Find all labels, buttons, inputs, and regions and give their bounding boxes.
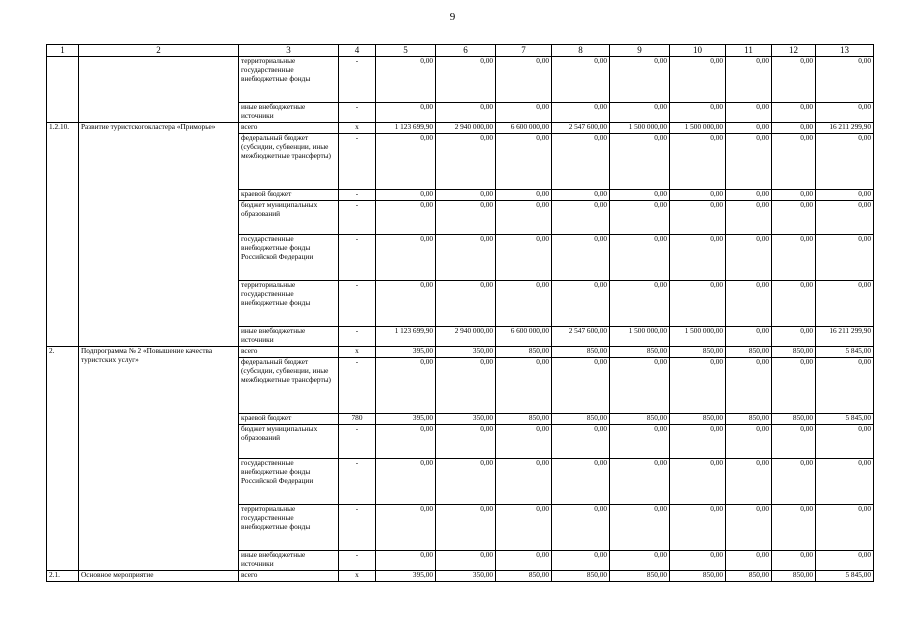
amount-cell: 395,00 bbox=[376, 414, 436, 425]
amount-cell: 0,00 bbox=[376, 505, 436, 551]
amount-cell: 850,00 bbox=[670, 347, 726, 358]
item-code bbox=[47, 57, 79, 123]
kbk-code: - bbox=[339, 134, 376, 190]
amount-cell: 850,00 bbox=[772, 571, 816, 582]
funding-source: государственные внебюджетные фонды Российской Федерации bbox=[239, 235, 339, 281]
amount-cell: 0,00 bbox=[496, 201, 552, 235]
kbk-code: - bbox=[339, 425, 376, 459]
amount-cell: 0,00 bbox=[772, 358, 816, 414]
amount-cell: 0,00 bbox=[436, 505, 496, 551]
amount-cell: 0,00 bbox=[436, 459, 496, 505]
amount-cell: 0,00 bbox=[726, 425, 772, 459]
amount-cell: 0,00 bbox=[552, 235, 610, 281]
amount-cell: 0,00 bbox=[816, 201, 874, 235]
amount-cell: 0,00 bbox=[670, 201, 726, 235]
amount-cell: 0,00 bbox=[552, 190, 610, 201]
amount-cell: 850,00 bbox=[670, 414, 726, 425]
amount-cell: 0,00 bbox=[816, 190, 874, 201]
funding-source: краевой бюджет bbox=[239, 414, 339, 425]
amount-cell: 0,00 bbox=[496, 235, 552, 281]
amount-cell: 0,00 bbox=[496, 358, 552, 414]
table-row bbox=[47, 123, 874, 134]
amount-cell: 0,00 bbox=[772, 134, 816, 190]
amount-cell: 1 500 000,00 bbox=[670, 123, 726, 134]
amount-cell: 850,00 bbox=[610, 347, 670, 358]
kbk-code: - bbox=[339, 358, 376, 414]
amount-cell: 0,00 bbox=[496, 459, 552, 505]
kbk-code: x bbox=[339, 123, 376, 134]
amount-cell: 0,00 bbox=[436, 281, 496, 327]
amount-cell: 850,00 bbox=[772, 414, 816, 425]
amount-cell: 0,00 bbox=[376, 551, 436, 571]
amount-cell: 0,00 bbox=[376, 459, 436, 505]
amount-cell: 0,00 bbox=[436, 235, 496, 281]
funding-source: всего bbox=[239, 347, 339, 358]
amount-cell: 0,00 bbox=[436, 134, 496, 190]
kbk-code: x bbox=[339, 571, 376, 582]
amount-cell: 850,00 bbox=[670, 571, 726, 582]
table-row bbox=[47, 57, 874, 103]
amount-cell: 6 600 000,00 bbox=[496, 123, 552, 134]
kbk-code: - bbox=[339, 103, 376, 123]
amount-cell: 0,00 bbox=[670, 505, 726, 551]
amount-cell: 6 600 000,00 bbox=[496, 327, 552, 347]
amount-cell: 0,00 bbox=[552, 103, 610, 123]
kbk-code: - bbox=[339, 201, 376, 235]
amount-cell: 0,00 bbox=[552, 134, 610, 190]
amount-cell: 0,00 bbox=[496, 551, 552, 571]
amount-cell: 0,00 bbox=[772, 201, 816, 235]
item-code: 2.1. bbox=[47, 571, 79, 582]
amount-cell: 0,00 bbox=[610, 235, 670, 281]
amount-cell: 350,00 bbox=[436, 414, 496, 425]
amount-cell: 0,00 bbox=[610, 358, 670, 414]
funding-source: всего bbox=[239, 571, 339, 582]
amount-cell: 0,00 bbox=[376, 103, 436, 123]
amount-cell: 0,00 bbox=[670, 358, 726, 414]
amount-cell: 16 211 299,90 bbox=[816, 123, 874, 134]
item-code: 2. bbox=[47, 347, 79, 571]
kbk-code: - bbox=[339, 505, 376, 551]
amount-cell: 0,00 bbox=[496, 134, 552, 190]
amount-cell: 0,00 bbox=[726, 103, 772, 123]
amount-cell: 0,00 bbox=[552, 57, 610, 103]
header-cell: 10 bbox=[670, 45, 726, 57]
amount-cell: 0,00 bbox=[816, 505, 874, 551]
amount-cell: 0,00 bbox=[816, 459, 874, 505]
amount-cell: 0,00 bbox=[552, 201, 610, 235]
amount-cell: 1 500 000,00 bbox=[670, 327, 726, 347]
amount-cell: 850,00 bbox=[772, 347, 816, 358]
amount-cell: 850,00 bbox=[610, 414, 670, 425]
item-name: Развитие туристскогокластера «Приморье» bbox=[79, 123, 239, 347]
amount-cell: 0,00 bbox=[670, 103, 726, 123]
kbk-code: x bbox=[339, 347, 376, 358]
amount-cell: 0,00 bbox=[436, 190, 496, 201]
amount-cell: 850,00 bbox=[552, 414, 610, 425]
amount-cell: 0,00 bbox=[610, 281, 670, 327]
header-cell: 1 bbox=[47, 45, 79, 57]
amount-cell: 0,00 bbox=[726, 327, 772, 347]
amount-cell: 0,00 bbox=[816, 103, 874, 123]
amount-cell: 0,00 bbox=[816, 551, 874, 571]
table-row bbox=[47, 571, 874, 582]
amount-cell: 850,00 bbox=[496, 414, 552, 425]
amount-cell: 850,00 bbox=[496, 571, 552, 582]
kbk-code: - bbox=[339, 190, 376, 201]
amount-cell: 0,00 bbox=[376, 358, 436, 414]
funding-source: бюджет муниципальных образований bbox=[239, 201, 339, 235]
amount-cell: 0,00 bbox=[376, 235, 436, 281]
header-cell: 12 bbox=[772, 45, 816, 57]
amount-cell: 0,00 bbox=[726, 459, 772, 505]
amount-cell: 1 500 000,00 bbox=[610, 123, 670, 134]
amount-cell: 350,00 bbox=[436, 571, 496, 582]
amount-cell: 0,00 bbox=[552, 358, 610, 414]
amount-cell: 16 211 299,90 bbox=[816, 327, 874, 347]
amount-cell: 0,00 bbox=[670, 551, 726, 571]
amount-cell: 2 940 000,00 bbox=[436, 123, 496, 134]
amount-cell: 0,00 bbox=[726, 190, 772, 201]
amount-cell: 0,00 bbox=[772, 57, 816, 103]
amount-cell: 0,00 bbox=[670, 281, 726, 327]
kbk-code: - bbox=[339, 327, 376, 347]
amount-cell: 5 845,00 bbox=[816, 347, 874, 358]
amount-cell: 0,00 bbox=[726, 134, 772, 190]
kbk-code: - bbox=[339, 551, 376, 571]
table-row bbox=[47, 347, 874, 358]
funding-source: территориальные государственные внебюджетные фонды bbox=[239, 281, 339, 327]
amount-cell: 0,00 bbox=[552, 505, 610, 551]
item-name bbox=[79, 57, 239, 123]
item-name: Основное мероприятие bbox=[79, 571, 239, 582]
header-cell: 4 bbox=[339, 45, 376, 57]
amount-cell: 0,00 bbox=[496, 57, 552, 103]
amount-cell: 5 845,00 bbox=[816, 571, 874, 582]
header-cell: 13 bbox=[816, 45, 874, 57]
amount-cell: 0,00 bbox=[670, 134, 726, 190]
table-body bbox=[47, 57, 874, 582]
amount-cell: 0,00 bbox=[726, 281, 772, 327]
amount-cell: 850,00 bbox=[726, 571, 772, 582]
kbk-code: - bbox=[339, 235, 376, 281]
amount-cell: 0,00 bbox=[816, 57, 874, 103]
amount-cell: 0,00 bbox=[376, 425, 436, 459]
amount-cell: 0,00 bbox=[376, 281, 436, 327]
funding-source: федеральный бюджет (субсидии, субвенции, иные межбюджетные трансферты) bbox=[239, 358, 339, 414]
amount-cell: 850,00 bbox=[610, 571, 670, 582]
amount-cell: 0,00 bbox=[772, 505, 816, 551]
amount-cell: 850,00 bbox=[552, 347, 610, 358]
header-cell: 11 bbox=[726, 45, 772, 57]
amount-cell: 0,00 bbox=[436, 551, 496, 571]
amount-cell: 0,00 bbox=[726, 551, 772, 571]
amount-cell: 0,00 bbox=[496, 281, 552, 327]
amount-cell: 2 940 000,00 bbox=[436, 327, 496, 347]
amount-cell: 0,00 bbox=[610, 134, 670, 190]
amount-cell: 0,00 bbox=[816, 281, 874, 327]
amount-cell: 0,00 bbox=[610, 201, 670, 235]
funding-source: бюджет муниципальных образований bbox=[239, 425, 339, 459]
amount-cell: 0,00 bbox=[726, 235, 772, 281]
item-name: Подпрограмма № 2 «Повышение качества туристских услуг» bbox=[79, 347, 239, 571]
amount-cell: 0,00 bbox=[496, 425, 552, 459]
amount-cell: 0,00 bbox=[496, 103, 552, 123]
header-cell: 5 bbox=[376, 45, 436, 57]
header-row bbox=[47, 45, 874, 57]
funding-source: краевой бюджет bbox=[239, 190, 339, 201]
funding-source: иные внебюджетные источники bbox=[239, 103, 339, 123]
funding-source: иные внебюджетные источники bbox=[239, 551, 339, 571]
amount-cell: 850,00 bbox=[552, 571, 610, 582]
amount-cell: 0,00 bbox=[816, 134, 874, 190]
amount-cell: 0,00 bbox=[610, 459, 670, 505]
amount-cell: 0,00 bbox=[772, 103, 816, 123]
amount-cell: 2 547 600,00 bbox=[552, 327, 610, 347]
amount-cell: 5 845,00 bbox=[816, 414, 874, 425]
amount-cell: 2 547 600,00 bbox=[552, 123, 610, 134]
header-cell: 9 bbox=[610, 45, 670, 57]
amount-cell: 0,00 bbox=[772, 281, 816, 327]
amount-cell: 0,00 bbox=[772, 327, 816, 347]
amount-cell: 0,00 bbox=[816, 235, 874, 281]
amount-cell: 0,00 bbox=[436, 201, 496, 235]
amount-cell: 350,00 bbox=[436, 347, 496, 358]
amount-cell: 0,00 bbox=[816, 425, 874, 459]
amount-cell: 0,00 bbox=[376, 57, 436, 103]
header-cell: 2 bbox=[79, 45, 239, 57]
funding-source: иные внебюджетные источники bbox=[239, 327, 339, 347]
amount-cell: 0,00 bbox=[726, 505, 772, 551]
amount-cell: 0,00 bbox=[552, 551, 610, 571]
amount-cell: 0,00 bbox=[772, 123, 816, 134]
kbk-code: - bbox=[339, 459, 376, 505]
amount-cell: 0,00 bbox=[436, 358, 496, 414]
amount-cell: 850,00 bbox=[496, 347, 552, 358]
amount-cell: 0,00 bbox=[376, 201, 436, 235]
amount-cell: 0,00 bbox=[726, 358, 772, 414]
amount-cell: 0,00 bbox=[610, 103, 670, 123]
amount-cell: 0,00 bbox=[726, 57, 772, 103]
header-cell: 6 bbox=[436, 45, 496, 57]
amount-cell: 0,00 bbox=[436, 425, 496, 459]
header-cell: 8 bbox=[552, 45, 610, 57]
amount-cell: 0,00 bbox=[772, 425, 816, 459]
amount-cell: 0,00 bbox=[436, 103, 496, 123]
kbk-code: 780 bbox=[339, 414, 376, 425]
amount-cell: 0,00 bbox=[670, 235, 726, 281]
amount-cell: 0,00 bbox=[726, 201, 772, 235]
funding-source: всего bbox=[239, 123, 339, 134]
budget-table bbox=[46, 44, 874, 582]
amount-cell: 0,00 bbox=[552, 459, 610, 505]
amount-cell: 395,00 bbox=[376, 571, 436, 582]
header-cell: 7 bbox=[496, 45, 552, 57]
kbk-code: - bbox=[339, 281, 376, 327]
amount-cell: 0,00 bbox=[670, 425, 726, 459]
amount-cell: 0,00 bbox=[772, 190, 816, 201]
item-code: 1.2.10. bbox=[47, 123, 79, 347]
amount-cell: 0,00 bbox=[772, 459, 816, 505]
amount-cell: 0,00 bbox=[726, 123, 772, 134]
amount-cell: 0,00 bbox=[610, 551, 670, 571]
amount-cell: 0,00 bbox=[610, 425, 670, 459]
amount-cell: 0,00 bbox=[670, 459, 726, 505]
amount-cell: 0,00 bbox=[376, 190, 436, 201]
amount-cell: 0,00 bbox=[496, 190, 552, 201]
funding-source: территориальные государственные внебюджетные фонды bbox=[239, 57, 339, 103]
amount-cell: 0,00 bbox=[610, 57, 670, 103]
funding-source: государственные внебюджетные фонды Российской Федерации bbox=[239, 459, 339, 505]
amount-cell: 0,00 bbox=[610, 505, 670, 551]
kbk-code: - bbox=[339, 57, 376, 103]
funding-source: территориальные государственные внебюджетные фонды bbox=[239, 505, 339, 551]
amount-cell: 0,00 bbox=[772, 235, 816, 281]
amount-cell: 1 123 699,90 bbox=[376, 327, 436, 347]
funding-source: федеральный бюджет (субсидии, субвенции, иные межбюджетные трансферты) bbox=[239, 134, 339, 190]
amount-cell: 850,00 bbox=[726, 347, 772, 358]
amount-cell: 0,00 bbox=[610, 190, 670, 201]
amount-cell: 0,00 bbox=[376, 134, 436, 190]
amount-cell: 0,00 bbox=[552, 281, 610, 327]
amount-cell: 0,00 bbox=[552, 425, 610, 459]
page-number: 9 bbox=[449, 11, 456, 23]
amount-cell: 850,00 bbox=[726, 414, 772, 425]
header-cell: 3 bbox=[239, 45, 339, 57]
amount-cell: 0,00 bbox=[670, 57, 726, 103]
amount-cell: 0,00 bbox=[772, 551, 816, 571]
amount-cell: 0,00 bbox=[816, 358, 874, 414]
amount-cell: 0,00 bbox=[496, 505, 552, 551]
amount-cell: 0,00 bbox=[670, 190, 726, 201]
amount-cell: 395,00 bbox=[376, 347, 436, 358]
amount-cell: 1 123 699,90 bbox=[376, 123, 436, 134]
amount-cell: 1 500 000,00 bbox=[610, 327, 670, 347]
amount-cell: 0,00 bbox=[436, 57, 496, 103]
